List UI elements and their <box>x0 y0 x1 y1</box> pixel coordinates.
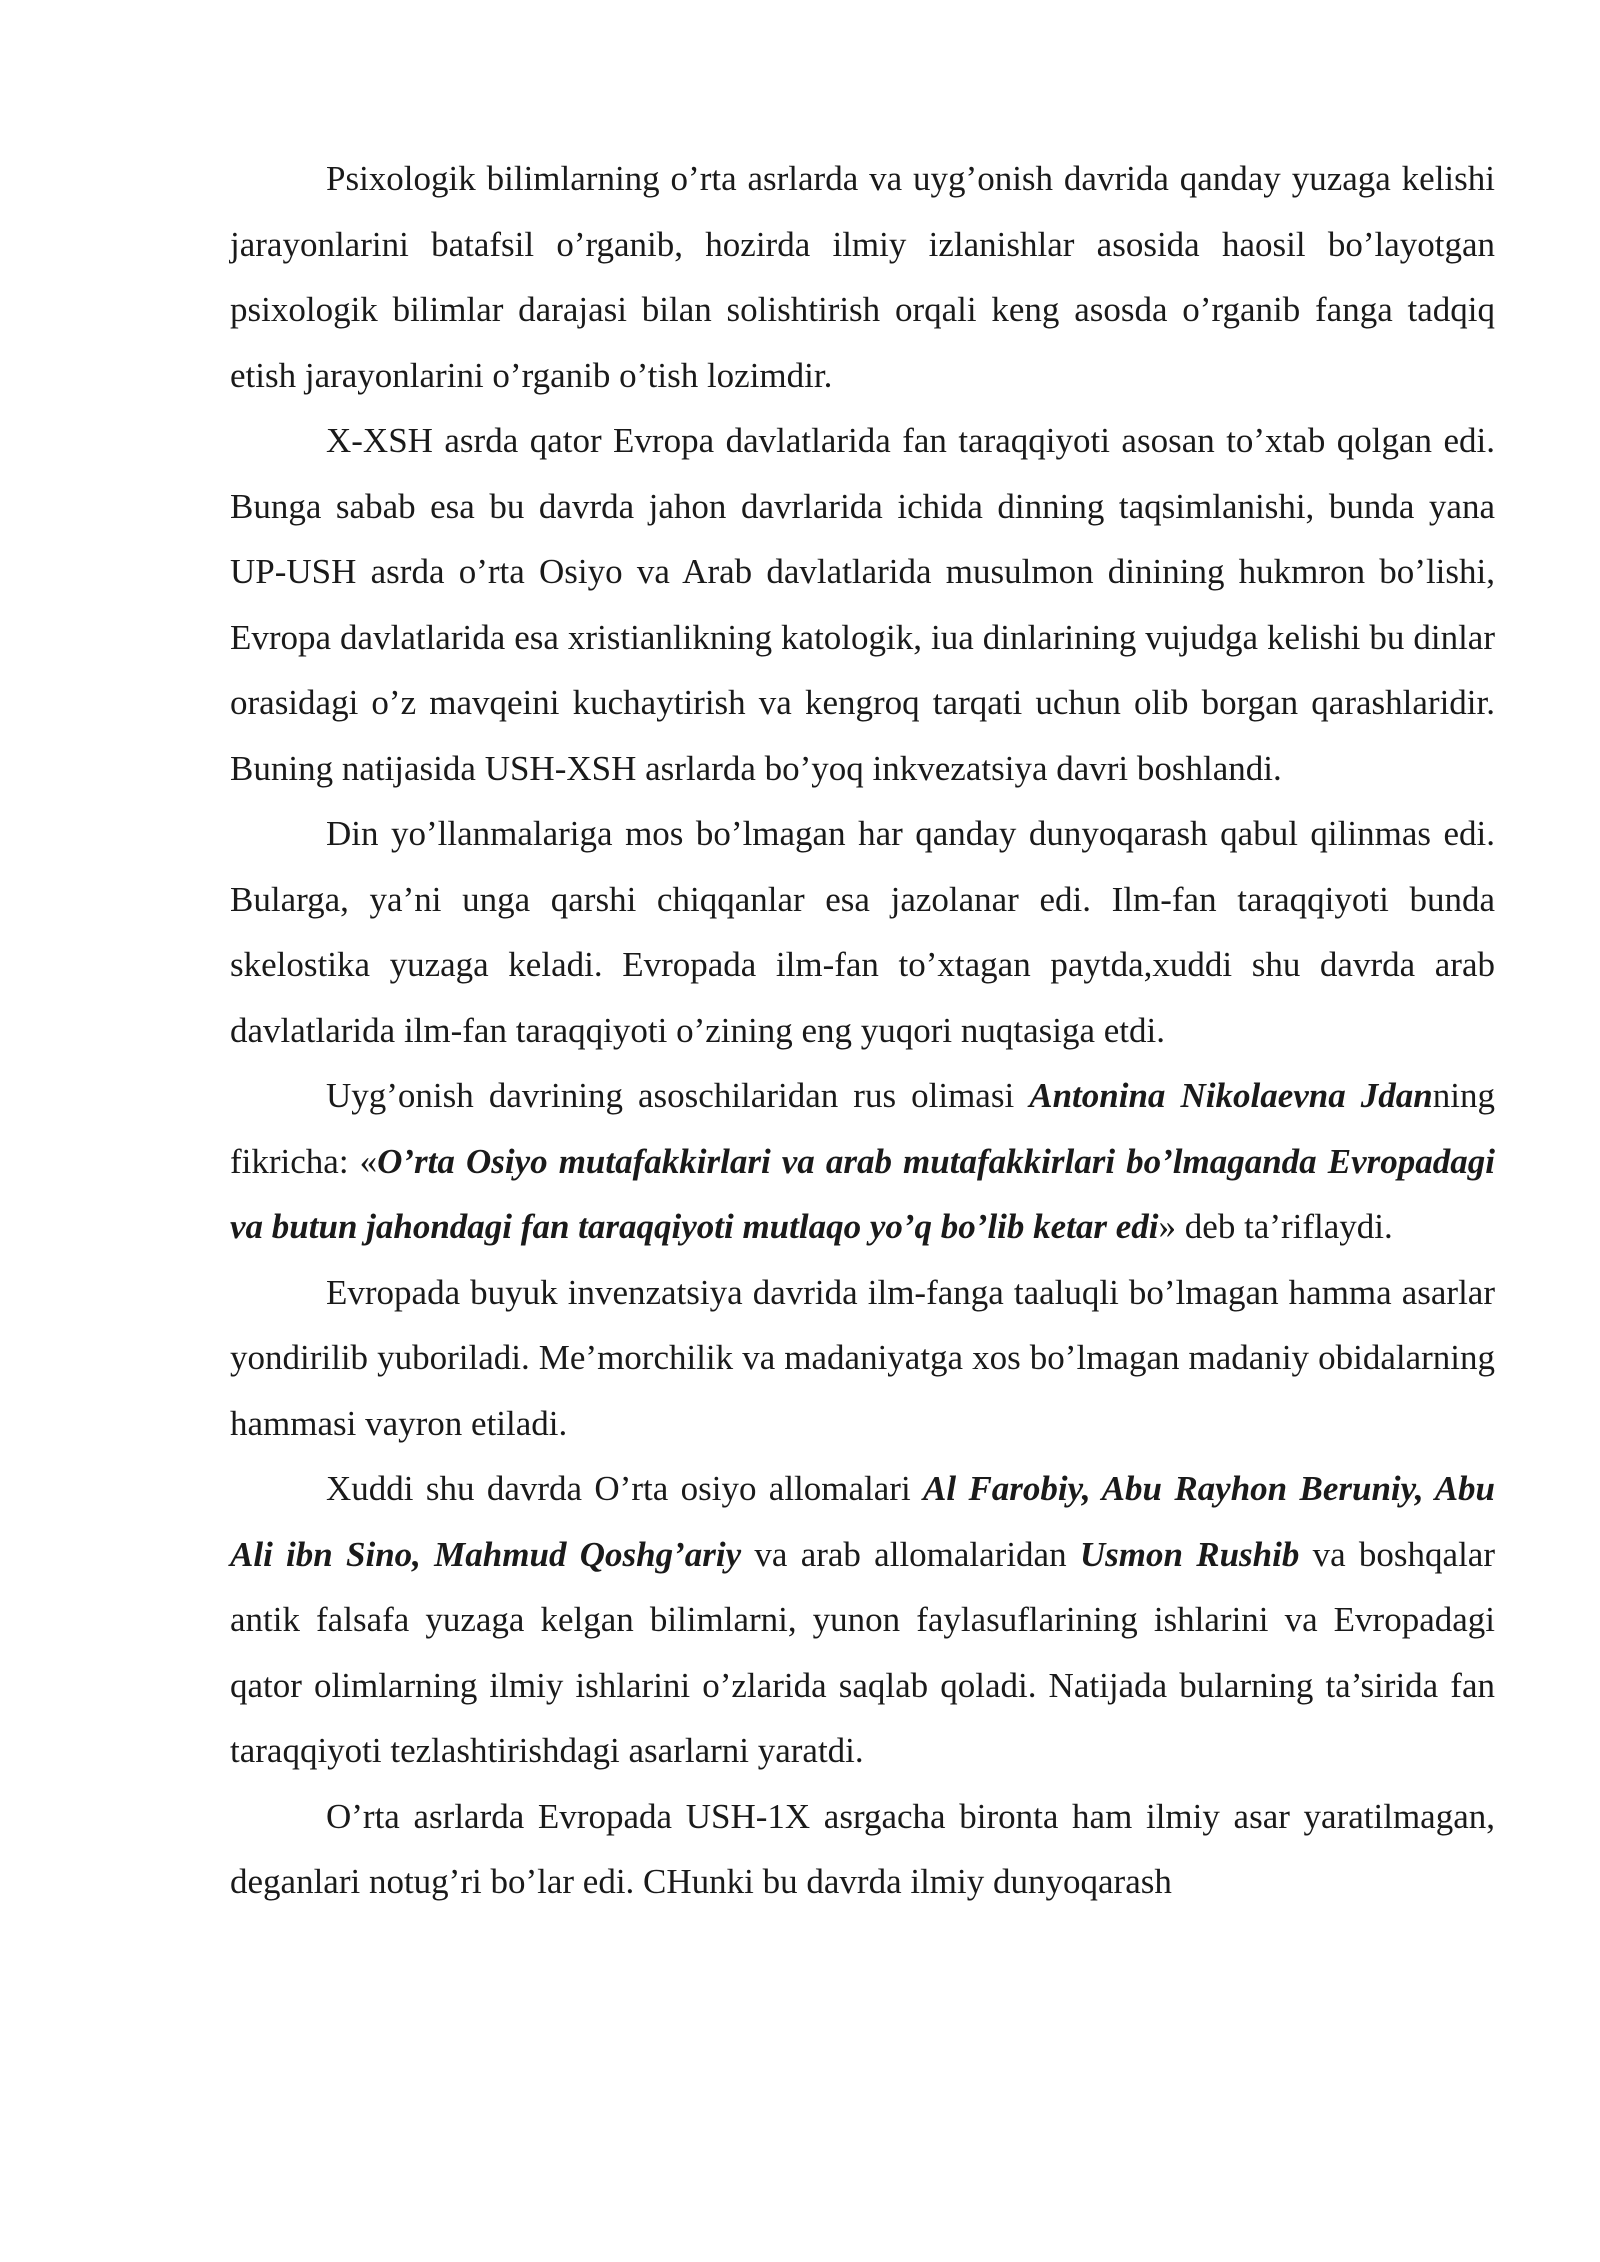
document-page <box>230 146 1495 1915</box>
paragraph-3 <box>230 801 1495 1063</box>
paragraph-1 <box>230 146 1495 408</box>
author-name-emphasis: Antonina Nikolaevna Jdan <box>1029 1076 1433 1115</box>
paragraph-2 <box>230 408 1495 801</box>
paragraph-1-text: Psixologik bilimlarning o’rta asrlarda va uyg’onish davrida qanday yuzaga kelishi jarayonlarini batafsil o’rganib, hozirda ilmiy izlanishlar asosida haosil bo’layotgan psixologik bilimlar darajasi bilan solishtirish orqali keng asosda o’rganib fanga tadqiq etish jarayonlarini o’rganib o’tish lozimdir. <box>230 159 1495 395</box>
paragraph-4-text-b: ning fikricha: « <box>230 1076 1495 1181</box>
paragraph-5-text: Evropada buyuk invenzatsiya davrida ilm-fanga taaluqli bo’lmagan hamma asarlar yondirilib yuboriladi. Me’morchilik va madaniyatga xos bo’lmagan madaniy obidalarning hammasi vayron etiladi. <box>230 1272 1495 1443</box>
paragraph-4-text-a: Uyg’onish davrining asoschilaridan rus olimasi <box>326 1076 1030 1115</box>
paragraph-2-text: X-XSH asrda qator Evropa davlatlarida fan taraqqiyoti asosan to’xtab qolgan edi. Bunga sabab esa bu davrda jahon davrlarida ichida dinning taqsimlanishi, bunda yana UP-USH asrda o’rta Osiyo va Arab davlatlarida musulmon dinining hukmron bo’lishi, Evropa davlatlarida esa xristianlikning katologik, iua dinlarining vujudga kelishi bu dinlar orasidagi o’z mavqeini kuchaytirish va kengroq tarqati uchun olib borgan qarashlaridir. Buning natijasida USH-XSH asrlarda bo’yoq inkvezatsiya davri boshlandi. <box>230 421 1495 788</box>
quotation-emphasis: O’rta Osiyo mutafakkirlari va arab mutafakkirlari bo’lmaganda Evropadagi va butun jahondagi fan taraqqiyoti mutlaqo yo’q bo’lib ketar edi <box>230 1141 1495 1246</box>
paragraph-4 <box>230 1063 1495 1260</box>
scholars-names-emphasis: Al Farobiy, Abu Rayhon Beruniy, Abu Ali ibn Sino, Mahmud Qoshg’ariy <box>230 1469 1496 1574</box>
paragraph-6-text-c: va boshqalar antik falsafa yuzaga kelgan bilimlarni, yunon faylasuflarining ishlarini va Evropadagi qator olimlarning ilmiy ishlarini o’zlarida saqlab qoladi. Natijada bularning ta’sirida fan taraqqiyoti tezlashtirishdagi asarlarni yaratdi. <box>230 1534 1495 1770</box>
paragraph-7 <box>230 1784 1495 1915</box>
paragraph-5 <box>230 1260 1495 1457</box>
paragraph-7-text: O’rta asrlarda Evropada USH-1X asrgacha bironta ham ilmiy asar yaratilmagan, deganlari notug’ri bo’lar edi. CHunki bu davrda ilmiy dunyoqarash <box>230 1796 1495 1901</box>
arab-scholar-name-emphasis: Usmon Rushib <box>1079 1534 1300 1574</box>
paragraph-3-text: Din yo’llanmalariga mos bo’lmagan har qanday dunyoqarash qabul qilinmas edi. Bularga, ya’ni unga qarshi chiqqanlar esa jazolanar edi. Ilm-fan taraqqiyoti bunda skelostika yuzaga keladi. Evropada ilm-fan to’xtagan paytda,xuddi shu davrda arab davlatlarida ilm-fan taraqqiyoti o’zining eng yuqori nuqtasiga etdi. <box>230 814 1495 1050</box>
paragraph-6-text-a: Xuddi shu davrda O’rta osiyo allomalari <box>326 1469 924 1508</box>
paragraph-4-text-c: » deb ta’riflaydi. <box>1158 1207 1393 1246</box>
paragraph-6-text-b: va arab allomalaridan <box>741 1534 1080 1574</box>
paragraph-6 <box>230 1456 1495 1784</box>
